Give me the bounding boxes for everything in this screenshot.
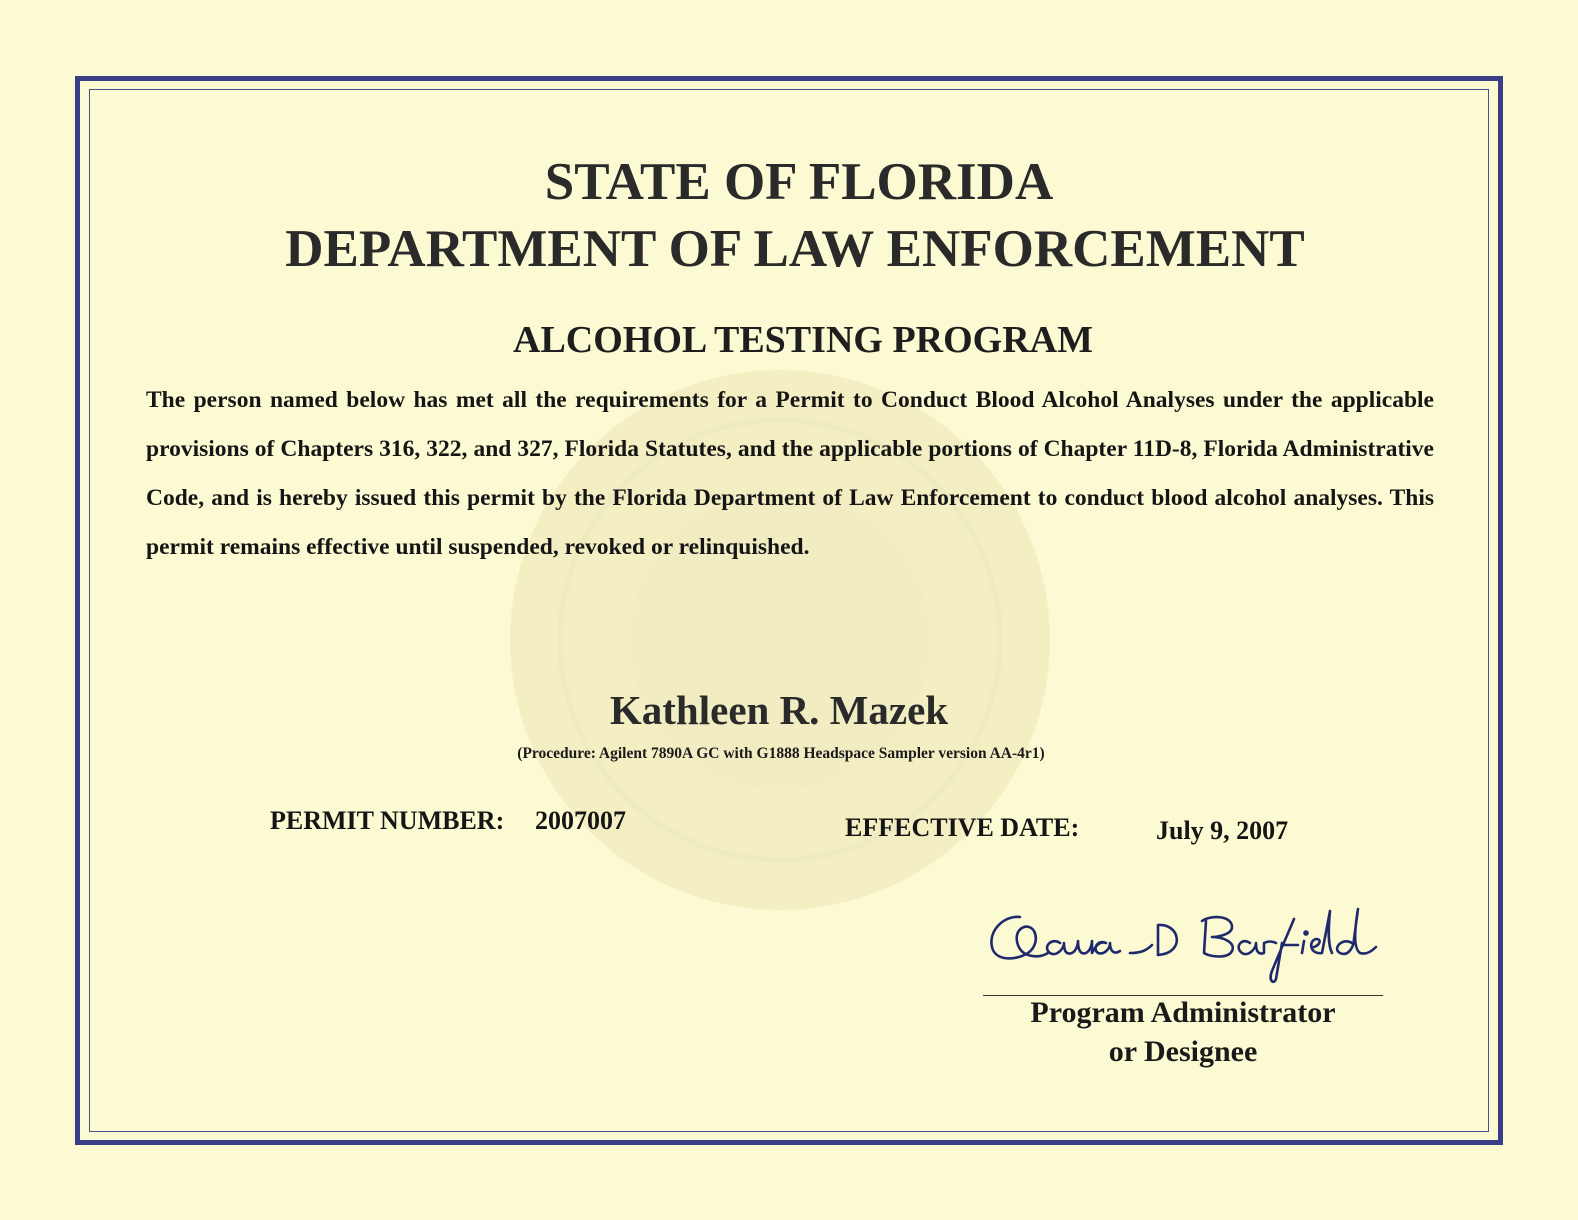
procedure-note: (Procedure: Agilent 7890A GC with G1888 Headspace Sampler version AA-4r1) (517, 745, 1045, 762)
permit-number-value: 2007007 (535, 806, 626, 835)
effective-date-label: EFFECTIVE DATE: (845, 813, 1080, 842)
department-heading: DEPARTMENT OF LAW ENFORCEMENT (285, 220, 1305, 278)
program-heading: ALCOHOL TESTING PROGRAM (513, 319, 1093, 361)
recipient-name: Kathleen R. Mazek (609, 687, 949, 733)
effective-date-value: July 9, 2007 (1156, 816, 1289, 845)
permit-number-label: PERMIT NUMBER: (270, 806, 505, 835)
signer-title-line2: or Designee (1108, 1035, 1258, 1068)
signer-title-line1: Program Administrator (1030, 996, 1336, 1029)
permit-statement: The person named below has met all the requirements for a Permit to Conduct Blood Alcohol Analyses under the applicable provisions of Chapters 316, 322, and 327, Florida Statutes, and the applicable portions of Chapter 11D-8, Florida Administrative Code, and is hereby issued this permit by the Florida Department of Law Enforcement to conduct blood alcohol analyses. This permit remains effective until suspended, revoked or relinquished. (146, 387, 1434, 560)
handwritten-signature (980, 895, 1380, 985)
state-heading: STATE OF FLORIDA (544, 153, 1054, 211)
